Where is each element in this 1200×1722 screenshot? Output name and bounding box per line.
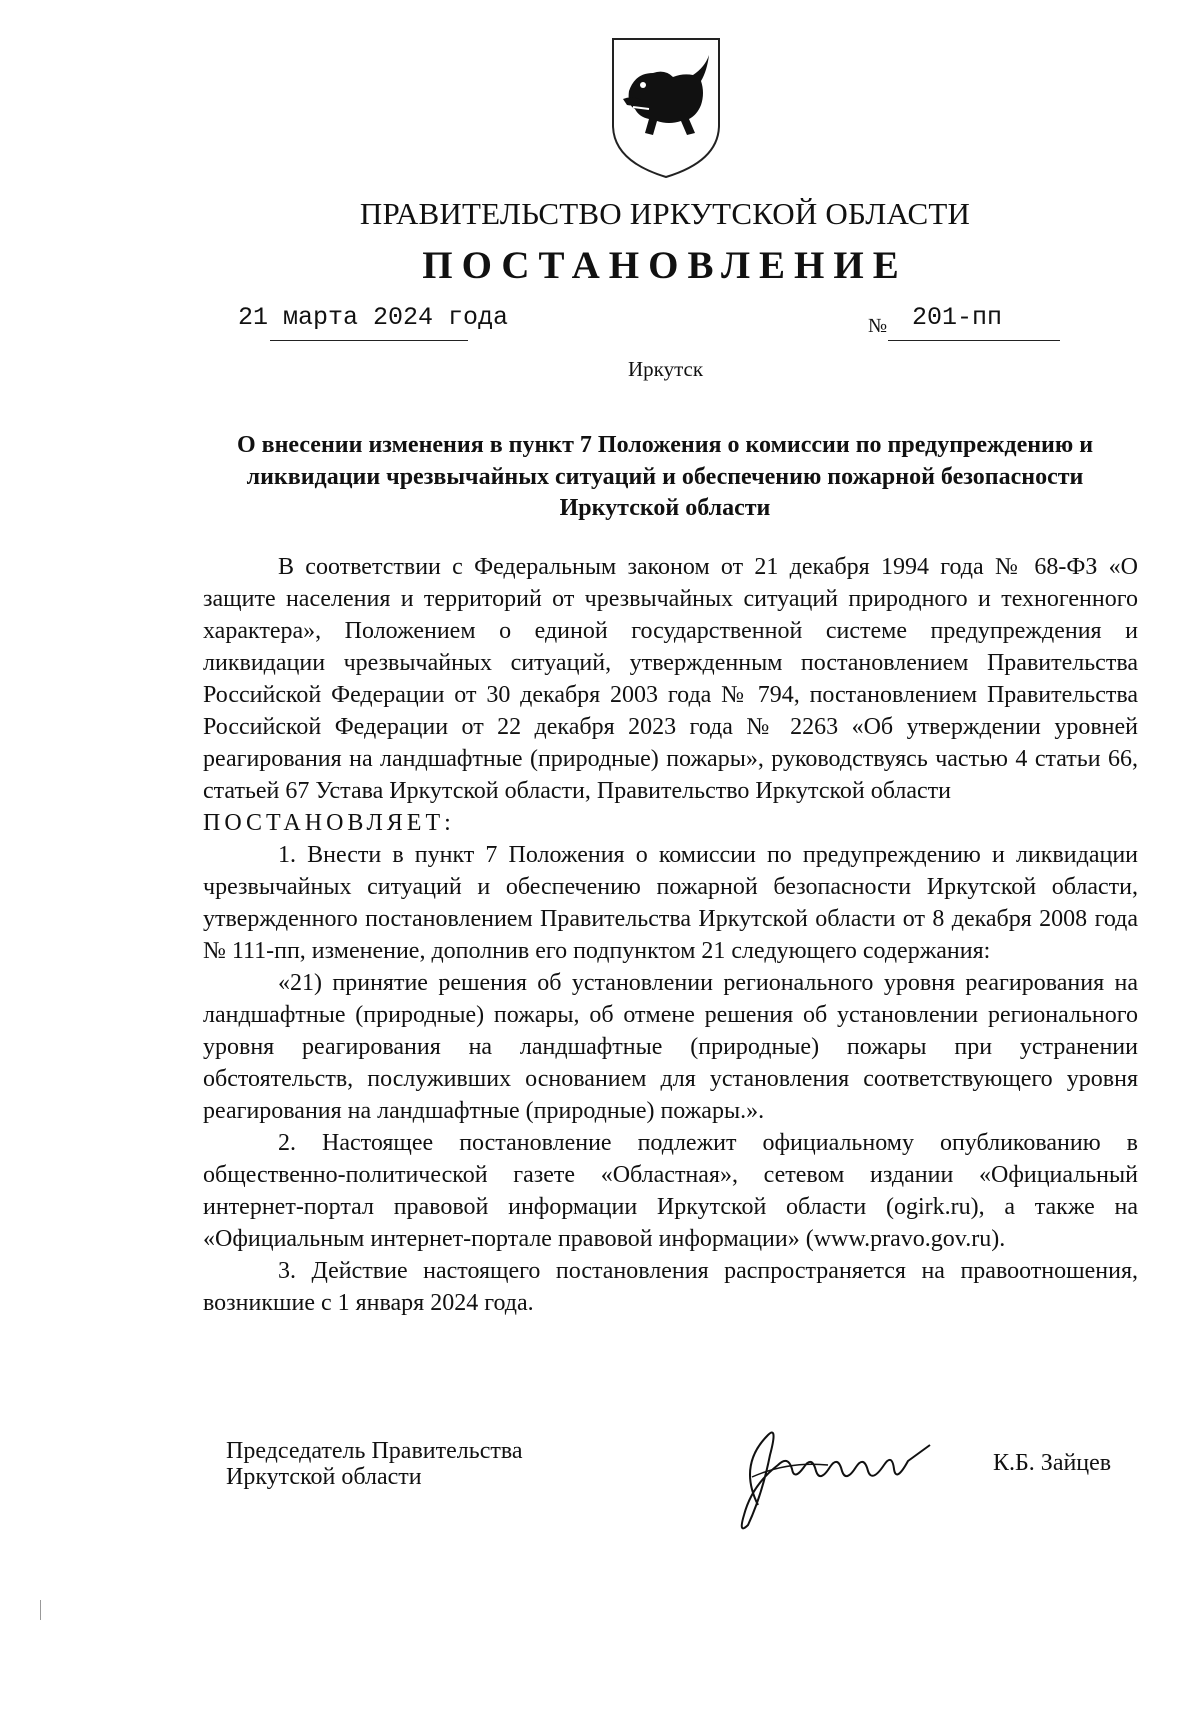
document-title: О внесении изменения в пункт 7 Положения о комиссии по предупреждению и ликвидации чрезвычайных ситуаций и обеспечению пожарной безопасности Иркутской области bbox=[236, 432, 1094, 521]
document-body bbox=[203, 551, 1138, 1319]
document-type: ПОСТАНОВЛЕНИЕ bbox=[422, 244, 908, 287]
date-underline bbox=[270, 340, 468, 341]
handwritten-signature-icon bbox=[708, 1405, 978, 1535]
item-1-paragraph: 1. Внести в пункт 7 Положения о комиссии по предупреждению и ликвидации чрезвычайных ситуаций и обеспечению пожарной безопасности Иркутской области, утвержденного постановлением Правительства Иркутской области от 8 декабря 2008 года № 111-пп, изменение, дополнив его подпунктом 21 следующего содержания: bbox=[203, 842, 1138, 964]
number-label: № bbox=[868, 315, 888, 337]
preamble-paragraph: В соответствии с Федеральным законом от 21 декабря 1994 года № 68-ФЗ «О защите населения и территорий от чрезвычайных ситуаций природного и техногенного характера», Положением о единой государственной системе предупреждения и ликвидации чрезвычайных ситуаций, утвержденным постановлением Правительства Российской Федерации от 30 декабря 2003 года № 794, постановлением Правительства Российской Федерации от 22 декабря 2023 года № 2263 «Об утверждении уровней реагирования на ландшафтные (природные) пожары», руководствуясь частью 4 статьи 66, статьей 67 Устава Иркутской области, Правительство Иркутской области bbox=[203, 554, 1138, 804]
scan-margin-mark bbox=[40, 1600, 41, 1620]
item-2-paragraph: 2. Настоящее постановление подлежит официальному опубликованию в общественно-политической газете «Областная», сетевом издании «Официальный интернет-портал правовой информации Иркутской области (ogirk.ru), а также на «Официальным интернет-портале правовой информации» (www.pravo.gov.ru). bbox=[203, 1130, 1138, 1252]
signatory-position-line-1: Председатель Правительства bbox=[226, 1438, 523, 1464]
signatory-position bbox=[226, 1438, 523, 1490]
item-3-paragraph: 3. Действие настоящего постановления распространяется на правоотношения, возникшие с 1 января 2024 года. bbox=[203, 1258, 1138, 1316]
resolves-heading: ПОСТАНОВЛЯЕТ: bbox=[203, 810, 455, 836]
document-number: 201-пп bbox=[912, 303, 1003, 332]
item-1-quote-paragraph: «21) принятие решения об установлении регионального уровня реагирования на ландшафтные (природные) пожары, об отмене решения об установлении регионального уровня реагирования на ландшафтные (природные) пожары при устранении обстоятельств, послуживших основанием для установления соответствующего уровня реагирования на ландшафтные (природные) пожары.». bbox=[203, 970, 1138, 1124]
city: Иркутск bbox=[628, 357, 704, 381]
document-date: 21 марта 2024 года bbox=[238, 303, 509, 332]
number-underline bbox=[888, 340, 1060, 341]
coat-of-arms-icon bbox=[609, 33, 723, 181]
organization-name: ПРАВИТЕЛЬСТВО ИРКУТСКОЙ ОБЛАСТИ bbox=[359, 196, 971, 231]
signatory-position-line-2: Иркутской области bbox=[226, 1464, 422, 1490]
signatory-name: К.Б. Зайцев bbox=[993, 1450, 1112, 1476]
